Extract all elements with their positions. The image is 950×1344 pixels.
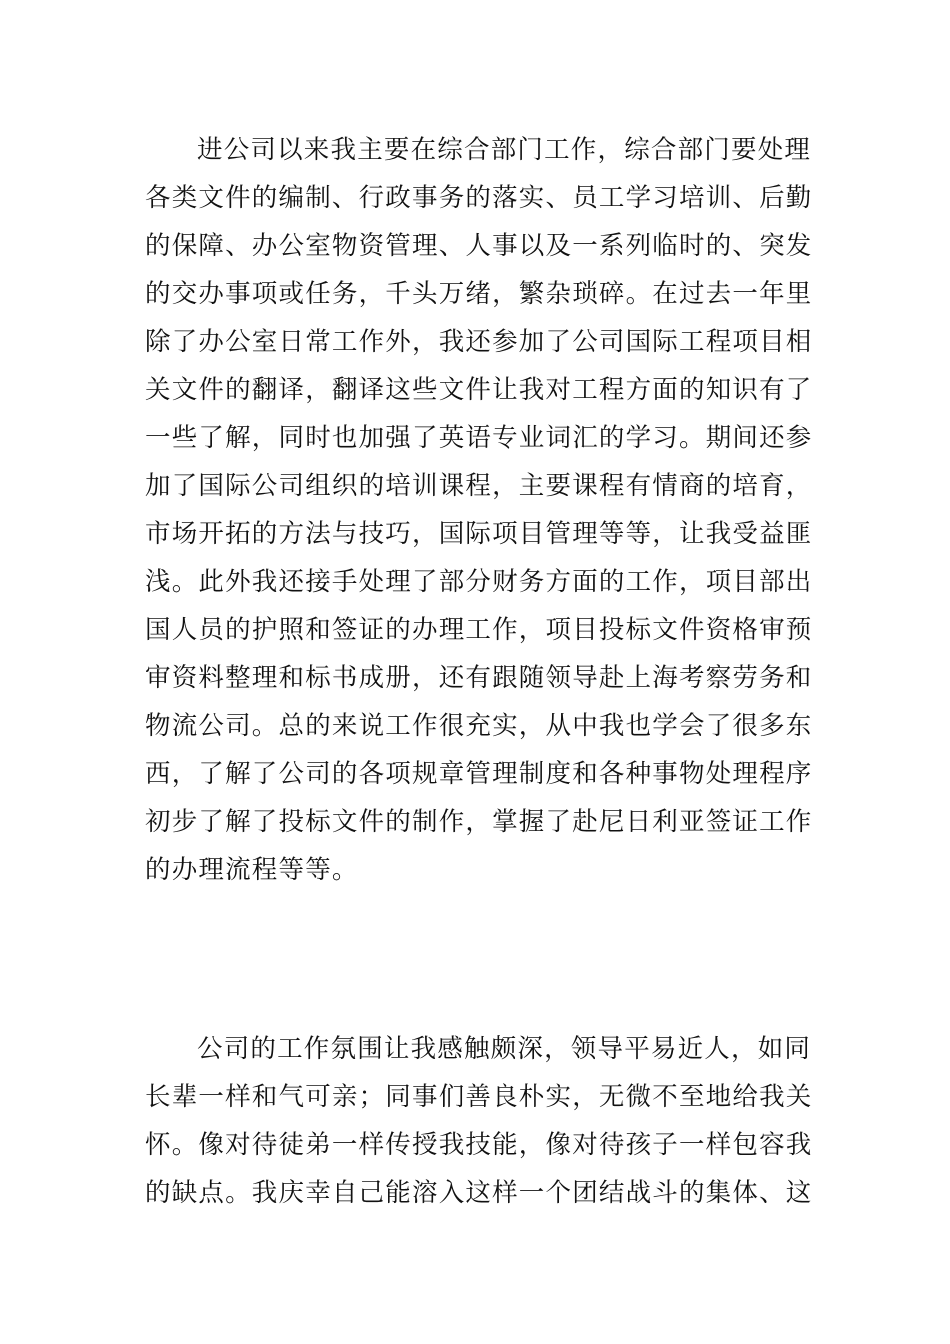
text-line: 初步了解了投标文件的制作，掌握了赴尼日利亚签证工作: [145, 807, 813, 837]
text-line: 关文件的翻译，翻译这些文件让我对工程方面的知识有了: [145, 375, 813, 405]
paragraph-work-atmosphere: [145, 1025, 825, 1217]
text-line: 审资料整理和标书成册，还有跟随领导赴上海考察劳务和: [145, 663, 813, 693]
text-line: 各类文件的编制、行政事务的落实、员工学习培训、后勤: [145, 183, 813, 213]
text-line: 公司的工作氛围让我感触颇深，领导平易近人，如同: [197, 1034, 812, 1064]
text-line: 一些了解，同时也加强了英语专业词汇的学习。期间还参: [145, 423, 813, 453]
paragraph-work-summary: [145, 126, 825, 894]
text-line: 长辈一样和气可亲；同事们善良朴实，无微不至地给我关: [145, 1082, 813, 1112]
text-line: 加了国际公司组织的培训课程，主要课程有情商的培育，: [145, 471, 813, 501]
text-line: 浅。此外我还接手处理了部分财务方面的工作，项目部出: [145, 567, 813, 597]
text-line: 怀。像对待徒弟一样传授我技能，像对待孩子一样包容我: [145, 1130, 813, 1160]
text-line: 进公司以来我主要在综合部门工作，综合部门要处理: [197, 135, 812, 165]
text-line: 的办理流程等等。: [145, 855, 359, 885]
text-line: 除了办公室日常工作外，我还参加了公司国际工程项目相: [145, 327, 813, 357]
text-line: 的交办事项或任务，千头万绪，繁杂琐碎。在过去一年里: [145, 279, 813, 309]
text-line: 西，了解了公司的各项规章管理制度和各种事物处理程序: [145, 759, 813, 789]
text-line: 物流公司。总的来说工作很充实，从中我也学会了很多东: [145, 711, 813, 741]
text-line: 国人员的护照和签证的办理工作，项目投标文件资格审预: [145, 615, 813, 645]
text-line: 市场开拓的方法与技巧，国际项目管理等等，让我受益匪: [145, 519, 813, 549]
text-line: 的缺点。我庆幸自己能溶入这样一个团结战斗的集体、这: [145, 1178, 813, 1208]
text-line: 的保障、办公室物资管理、人事以及一系列临时的、突发: [145, 231, 813, 261]
